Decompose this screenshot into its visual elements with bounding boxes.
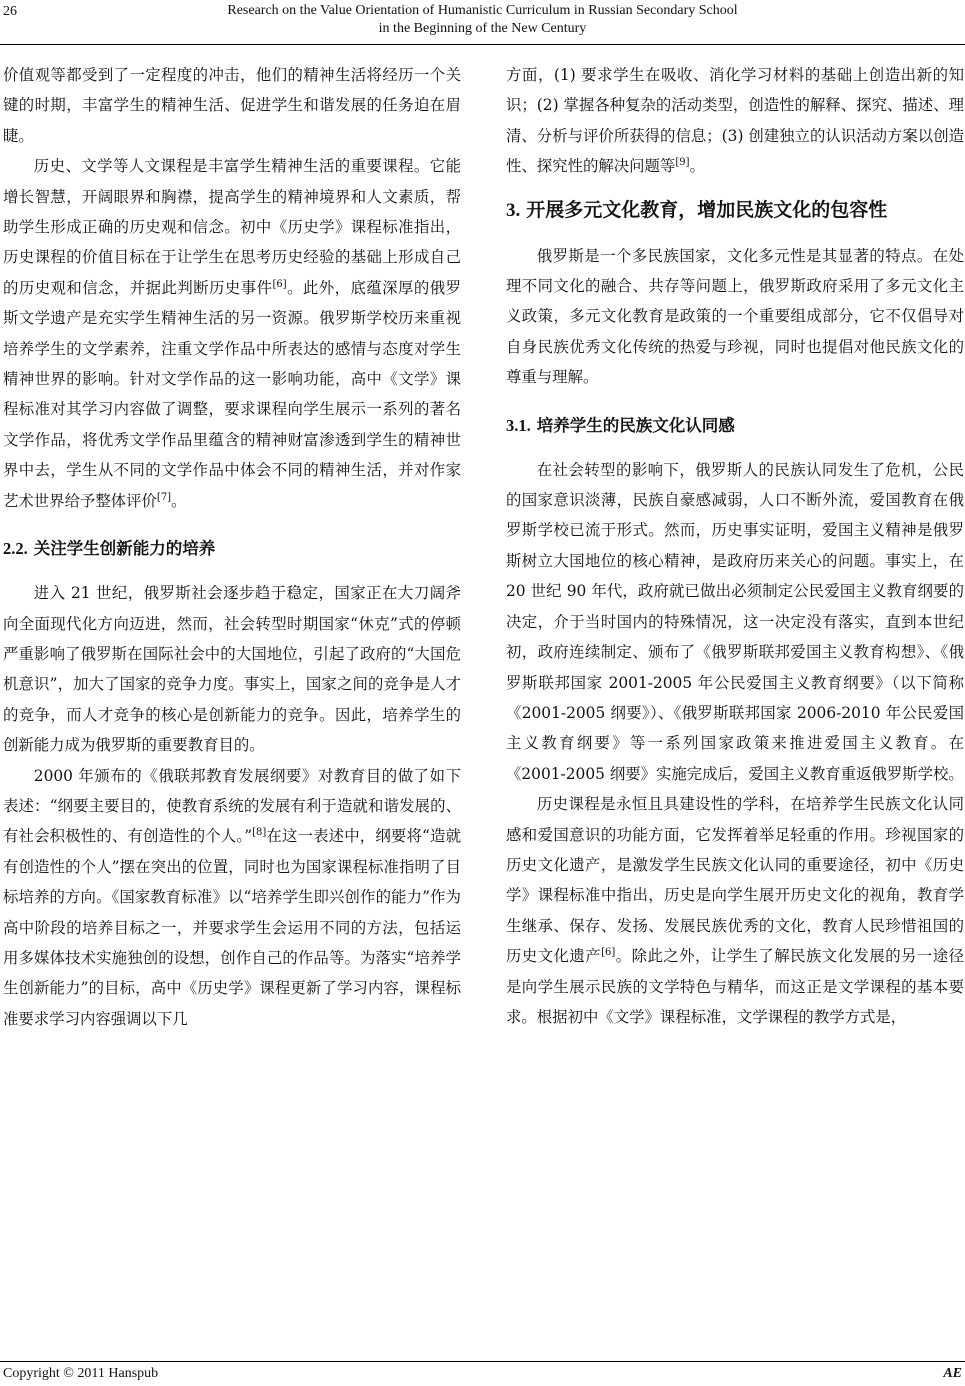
- running-title: [150, 2, 815, 38]
- paragraph: 俄罗斯是一个多民族国家，文化多元性是其显著的特点。在处理不同文化的融合、共存等问题上，俄罗斯政府采用了多元文化主义政策，多元文化教育是政策的一个重要组成部分，它不仅倡导对自身民族优秀文化传统的热爱与珍视，同时也提倡对他民族文化的尊重与理解。: [506, 246, 964, 387]
- section-title: 培养学生的民族文化认同感: [536, 415, 735, 435]
- section-number: 3.1.: [506, 415, 531, 435]
- paragraph-text: 方面，(1) 要求学生在吸收、消化学习材料的基础上创造出新的知识；(2) 掌握各种复杂的活动类型，创造性的解释、探究、描述、理清、分析与评价所获得的信息；(3) 创建独立的认识活动方案以创造性、探究性的解决问题等: [506, 66, 964, 176]
- journal-abbreviation: AE: [943, 1366, 962, 1381]
- paragraph-text: 。: [689, 157, 705, 176]
- section-number: 2.2.: [3, 539, 28, 559]
- paragraph: 在社会转型的影响下，俄罗斯人的民族认同发生了危机，公民的国家意识淡薄，民族自豪感减弱，人口不断外流，爱国教育在俄罗斯学校已流于形式。然而，历史事实证明，爱国主义精神是俄罗斯树立大国地位的核心精神，是政府历来关心的问题。事实上，在 20 世纪 90 年代，政府就已做出必须制定公民爱国主义教育纲要的决定，介于当时国内的特殊情况，这一决定没有落实，直到本世纪初，政府连续制定、颁布了《俄罗斯联邦爱国主义教育构想》、《俄罗斯联邦国家 2001-2005 年公民爱国主义教育纲要》（以下简称《2001-2005 纲要》）、《俄罗斯联邦国家 2006-2010 年公民爱国主义教育纲要》等一系列国家政策来推进爱国主义教育。在《2001-2005 纲要》实施完成后，爱国主义教育重返俄罗斯学校。: [506, 460, 964, 783]
- section-title: 开展多元文化教育，增加民族文化的包容性: [526, 198, 888, 221]
- paragraph-text: 历史、文学等人文课程是丰富学生精神生活的重要课程。它能增长智慧，开阔眼界和胸襟，提高学生的精神境界和人文素质，帮助学生形成正确的历史观和信念。初中《历史学》课程标准指出，历史课程的价值目标在于让学生在思考历史经验的基础上形成自己的历史观和信念，并据此判断历史事件: [3, 157, 461, 297]
- section-number: 3.: [506, 199, 521, 221]
- paragraph: [3, 151, 461, 516]
- paragraph-text: 。此外，底蕴深厚的俄罗斯文学遗产是充实学生精神生活的另一资源。俄罗斯学校历来重视培养学生的文学素养，注重文学作品中所表达的感情与态度对学生精神世界的影响。针对文学作品的这一影响功能，高中《文学》课程标准对其学习内容做了调整，要求课程向学生展示一系列的著名文学作品，将优秀文学作品里蕴含的精神财富渗透到学生的精神世界中去，学生从不同的文学作品中体会不同的精神生活，并对作家艺术世界给予整体评价: [3, 278, 461, 510]
- footer-rule: [0, 1361, 965, 1362]
- section-heading-2-2: [3, 536, 461, 562]
- running-title-line2: in the Beginning of the New Century: [378, 21, 587, 36]
- paragraph: [506, 789, 964, 1032]
- page-number: 26: [3, 4, 17, 19]
- copyright-notice: Copyright © 2011 Hanspub: [3, 1366, 159, 1381]
- section-title: 关注学生创新能力的培养: [33, 539, 216, 559]
- header-rule: [0, 44, 965, 45]
- paragraph-text: 。: [171, 491, 187, 510]
- paragraph-text: 在这一表述中，纲要将“造就有创造性的个人”摆在突出的位置，同时也为国家课程标准指明了目标培养的方向。《国家教育标准》以“培养学生即兴创作的能力”作为高中阶段的培养目标之一，并要求学生会运用不同的方法，包括运用多媒体技术实施独创的设想，创作自己的作品等。为落实“培养学生创新能力”的目标，高中《历史学》课程更新了学习内容，课程标准要求学习内容强调以下几: [3, 827, 461, 1028]
- paragraph-text: 历史课程是永恒且具建设性的学科，在培养学生民族文化认同感和爱国意识的功能方面，它发挥着举足轻重的作用。珍视国家的历史文化遗产，是激发学生民族文化认同的重要途径，初中《历史学》课程标准中指出，历史是向学生展开历史文化的视角，教育学生继承、保存、发扬、发展民族优秀的文化，教育人民珍惜祖国的历史文化遗产: [506, 795, 964, 966]
- paragraph-text: 。除此之外，让学生了解民族文化发展的另一途径是向学生展示民族的文学特色与精华，而这正是文学课程的基本要求。根据初中《文学》课程标准，文学课程的教学方式是，: [506, 947, 964, 1026]
- paragraph: 价值观等都受到了一定程度的冲击，他们的精神生活将经历一个关键的时期，丰富学生的精神生活、促进学生和谐发展的任务迫在眉睫。: [3, 66, 461, 145]
- paragraph: [3, 761, 461, 1035]
- running-title-line1: Research on the Value Orientation of Humanistic Curriculum in Russian Secondary School: [227, 3, 738, 18]
- right-column: [506, 60, 964, 1032]
- section-heading-3-1: [506, 413, 964, 439]
- citation-ref: [6]: [601, 947, 616, 959]
- paragraph: [506, 60, 964, 182]
- citation-ref: [6]: [272, 278, 287, 290]
- left-column: [3, 60, 461, 1034]
- citation-ref: [8]: [252, 827, 267, 839]
- section-heading-3: [506, 196, 964, 225]
- paragraph-text: 2000 年颁布的《俄联邦教育发展纲要》对教育目的做了如下表述：“纲要主要目的，使教育系统的发展有利于造就和谐发展的、有社会积极性的、有创造性的个人。”: [3, 766, 461, 846]
- paragraph: 进入 21 世纪，俄罗斯社会逐步趋于稳定，国家正在大刀阔斧向全面现代化方向迈进，然而，社会转型时期国家“休克”式的停顿严重影响了俄罗斯在国际社会中的大国地位，引起了政府的“大国危机意识”，加大了国家的竞争力度。事实上，国家之间的竞争是人才的竞争，而人才竞争的核心是创新能力的竞争。因此，培养学生的创新能力成为俄罗斯的重要教育目的。: [3, 584, 461, 755]
- citation-ref: [7]: [156, 491, 172, 503]
- citation-ref: [9]: [675, 157, 690, 169]
